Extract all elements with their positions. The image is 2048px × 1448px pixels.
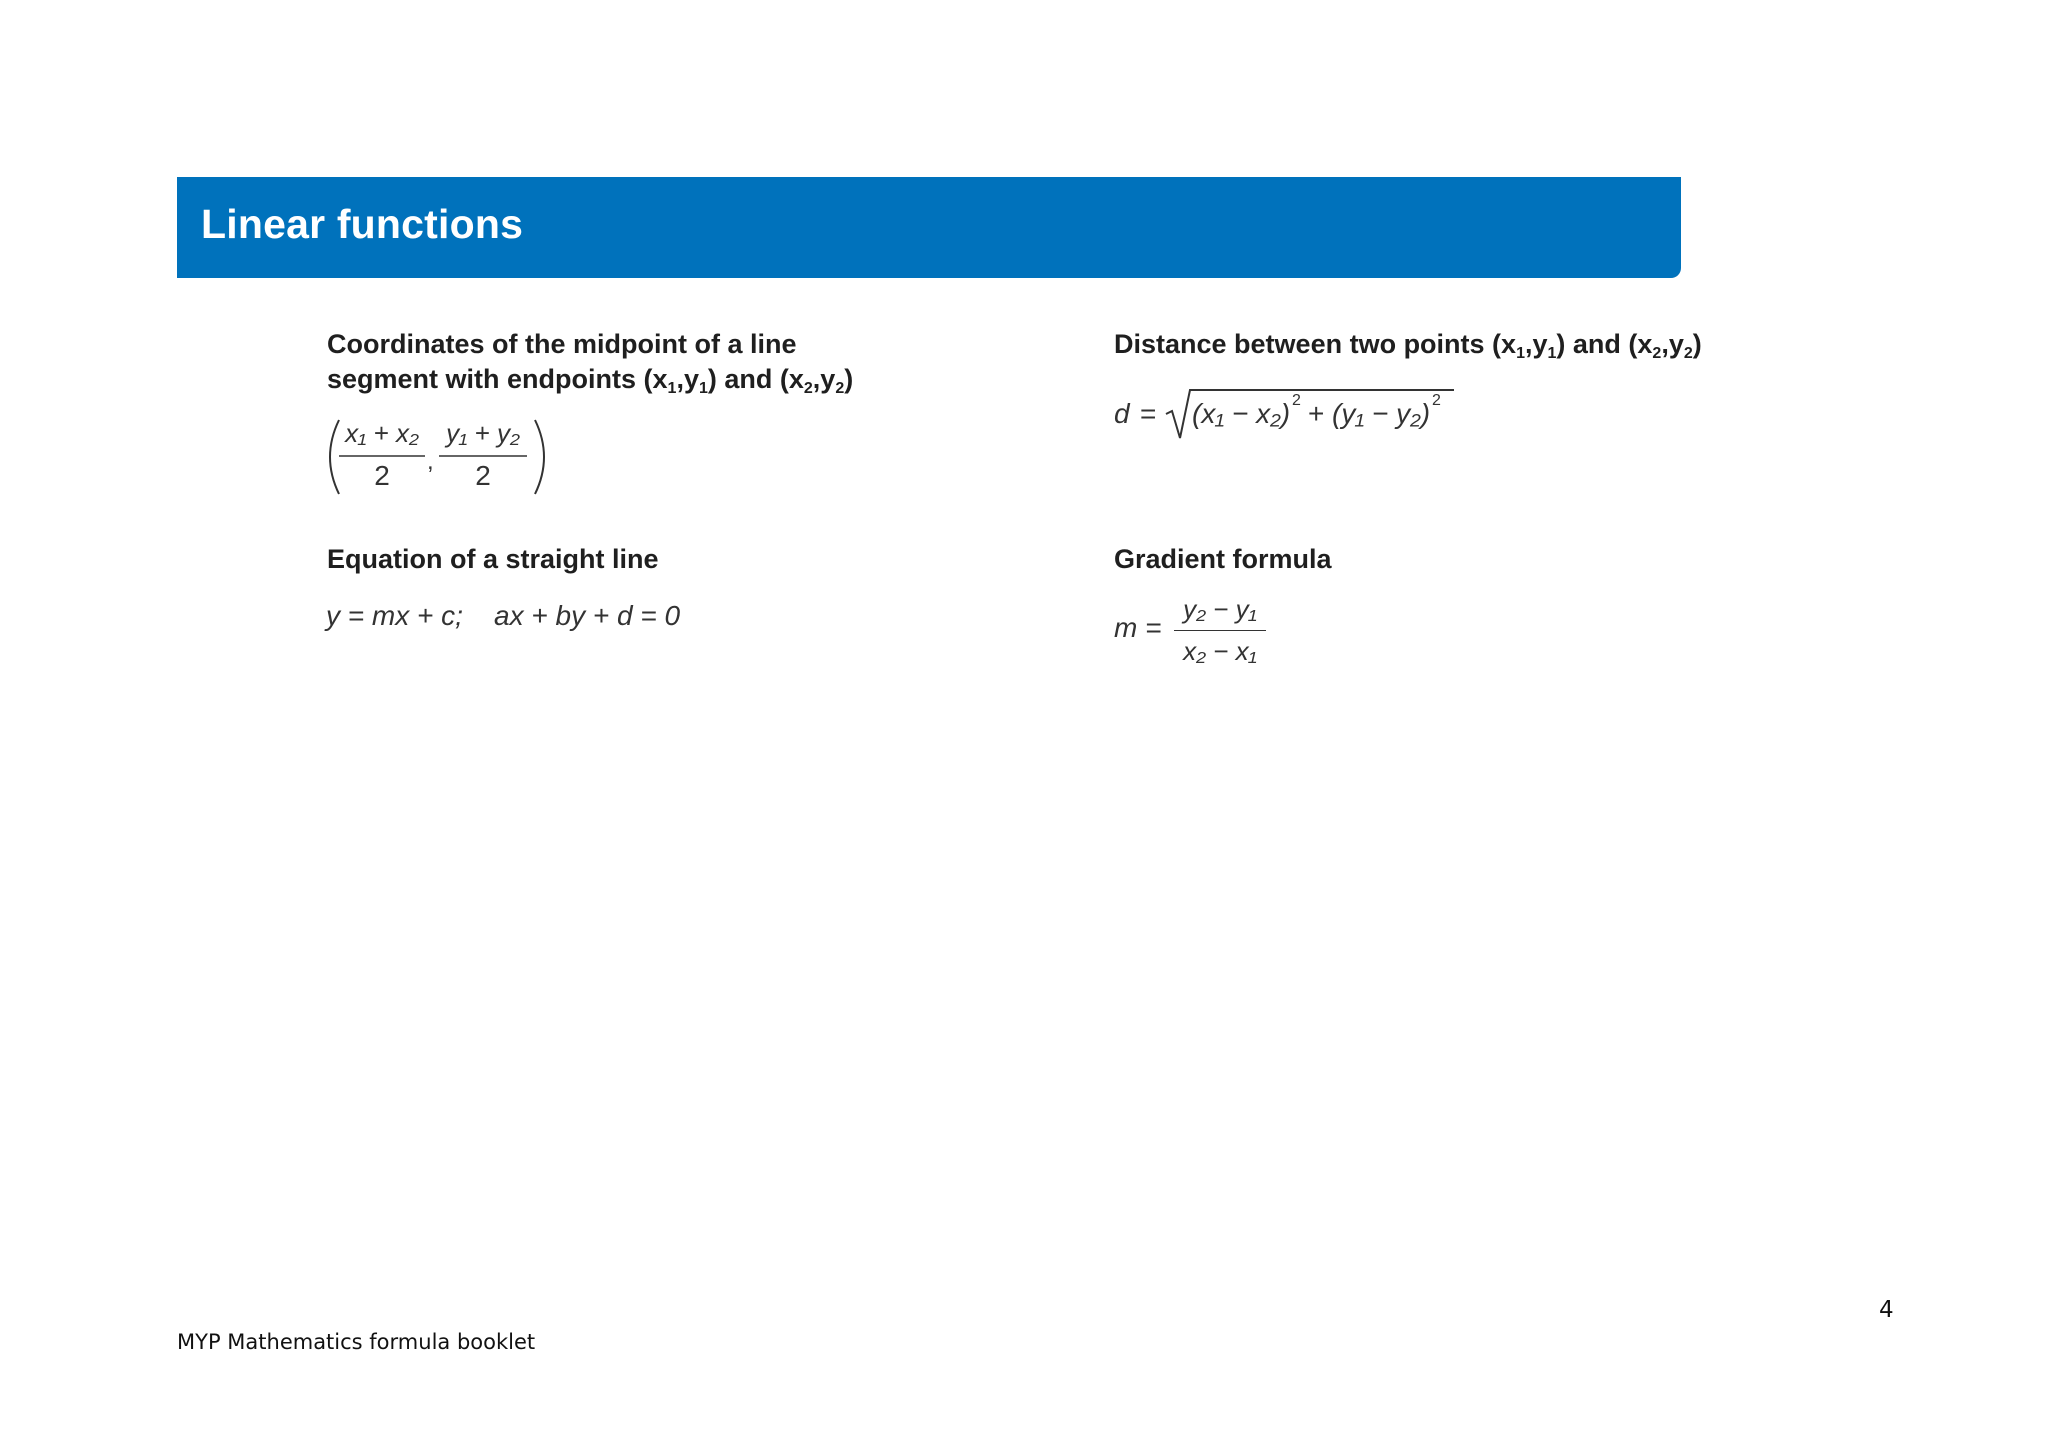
gradient-section <box>1114 542 1734 577</box>
midpoint-heading-line2: segment with endpoints $(x_1,y_1)$ and $(x_2,y_2)$ <box>327 364 854 397</box>
distance-heading: Distance between two points $(x_1,y_1)$ and $(x_2,y_2)$ <box>1114 329 1702 362</box>
midpoint-formula <box>325 418 555 496</box>
footer-title: MYP Mathematics formula booklet <box>177 1330 536 1354</box>
distance-section <box>1114 327 1754 371</box>
gradient-formula <box>1114 594 1274 674</box>
gradient-heading: Gradient formula <box>1114 544 1332 574</box>
gradient-fraction-bar <box>1174 630 1266 631</box>
section-banner <box>177 177 1681 278</box>
midpoint-heading-line1: Coordinates of the midpoint of a line <box>327 329 797 359</box>
midpoint-heading <box>327 327 947 406</box>
section-title: Linear functions <box>201 201 524 247</box>
midpoint-section <box>327 327 947 406</box>
gradient-num: y₂ − y₁ <box>1183 594 1257 624</box>
gradient-lhs: m = <box>1114 612 1162 643</box>
distance-plus: + <box>1308 398 1325 429</box>
distance-lhs: d <box>1114 398 1130 429</box>
midpoint-separator: , <box>427 448 434 475</box>
distance-exp1: 2 <box>1292 392 1301 409</box>
page-number: 4 <box>1879 1297 1894 1323</box>
distance-term1: (x₁ − x₂) <box>1192 398 1291 429</box>
gradient-den: x₂ − x₁ <box>1183 636 1257 666</box>
straight-line-formula: y = mx + c; ax + by + d = 0 <box>326 600 681 631</box>
distance-exp2: 2 <box>1432 392 1441 409</box>
distance-term2: (y₁ − y₂) <box>1332 398 1431 429</box>
midpoint-den2: 2 <box>475 460 491 491</box>
straight-line-heading: Equation of a straight line <box>327 544 659 574</box>
midpoint-num2: y₁ + y₂ <box>446 418 520 448</box>
distance-equals: = <box>1140 398 1157 429</box>
straight-line-section <box>327 542 947 577</box>
midpoint-num1: x₁ + x₂ <box>345 418 419 448</box>
distance-formula <box>1114 384 1454 444</box>
midpoint-den1: 2 <box>374 460 390 491</box>
